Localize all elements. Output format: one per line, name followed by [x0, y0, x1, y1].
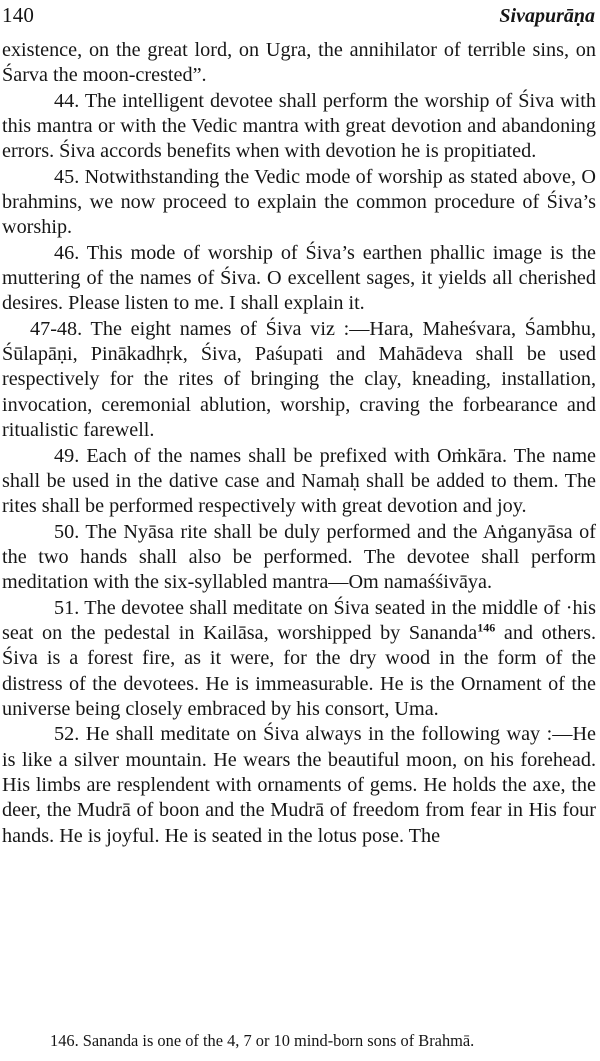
body-text [2, 38, 596, 849]
verse-51-text-start: 51. The devotee shall meditate on Śiva seated in the middle of ·his seat on the pedestal in Kailāsa, worshipped by Sananda [2, 596, 596, 644]
paragraph-verse-46: 46. This mode of worship of Śiva’s earthen phallic image is the muttering of the names of Śiva. O excellent sages, it yields all cherished desires. Please listen to me. I shall explain it. [2, 241, 596, 315]
running-head [2, 3, 595, 31]
page-number: 140 [2, 3, 35, 27]
paragraph-verse-47-48: 47-48. The eight names of Śiva viz :—Hara, Maheśvara, Śambhu, Śūlapāṇi, Pinākadhṛk, Śiva, Paśupati and Mahādeva shall be used respectively for the rites of bringing the clay, kneading, installation, invocation, ceremonial ablution, worship, craving the forbearance and ritualistic farewell. [2, 317, 596, 442]
paragraph-verse-50: 50. The Nyāsa rite shall be duly performed and the Aṅganyāsa of the two hands shall also be performed. The devotee shall perform meditation with the six-syllabled mantra—Om namaśśivāya. [2, 520, 596, 594]
paragraph-verse-49: 49. Each of the names shall be prefixed with Oṁkāra. The name shall be used in the dative case and Namaḥ shall be added to them. The rites shall be performed respectively with great devotion and joy. [2, 444, 596, 518]
paragraph-verse-51 [2, 596, 596, 723]
book-title: Sivapurāṇa [499, 5, 595, 27]
verse-51-text-end: and others. Śiva is a forest fire, as it were, for the dry wood in the form of the distress of the devotees. He is immeasurable. He is the Ornament of the universe being closely embraced by his consort, Uma. [2, 621, 597, 720]
paragraph-verse-44: 44. The intelligent devotee shall perform the worship of Śiva with this mantra or with the Vedic mantra with great devotion and abandoning errors. Śiva accords benefits when with devotion he is propitiated. [2, 89, 596, 163]
paragraph-verse-52: 52. He shall meditate on Śiva always in the following way :—He is like a silver mountain. He wears the beautiful moon, on his forehead. His limbs are resplendent with ornaments of gems. He holds the axe, the deer, the Mudrā of boon and the Mudrā of freedom from fear in His four hands. He is joyful. He is seated in the lotus pose. The [2, 723, 596, 847]
paragraph-verse-45: 45. Notwithstanding the Vedic mode of worship as stated above, O brahmins, we now proceed to explain the common procedure of Śiva’s worship. [2, 165, 596, 239]
footnote-reference: 146 [477, 620, 496, 635]
paragraph-continuation: existence, on the great lord, on Ugra, the annihilator of terrible sins, on Śarva the moon-crested”. [2, 39, 596, 87]
footnote: 146. Sananda is one of the 4, 7 or 10 mind-born sons of Brahmā. [50, 1031, 475, 1050]
